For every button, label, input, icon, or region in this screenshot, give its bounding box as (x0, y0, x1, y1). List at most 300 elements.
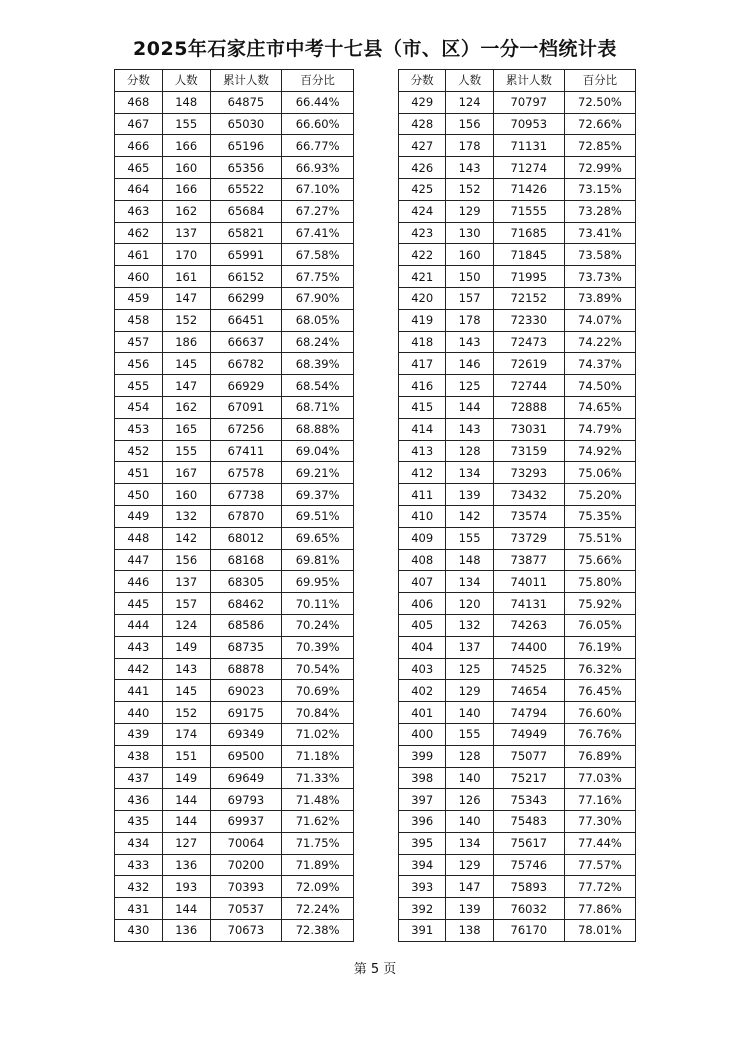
table-row (115, 200, 354, 222)
cell-percent: 69.95% (282, 571, 354, 593)
table-row (399, 200, 636, 222)
cell-cumulative: 66637 (210, 331, 282, 353)
cell-count: 155 (162, 113, 210, 135)
cell-percent: 74.07% (564, 309, 635, 331)
cell-cumulative: 72330 (493, 309, 564, 331)
cell-percent: 70.84% (282, 702, 354, 724)
cell-cumulative: 72888 (493, 396, 564, 418)
page-number: 第 5 页 (353, 962, 397, 977)
cell-score: 416 (399, 375, 446, 397)
cell-count: 144 (162, 898, 210, 920)
cell-score: 426 (399, 157, 446, 179)
cell-percent: 77.72% (564, 876, 635, 898)
cell-count: 138 (446, 920, 493, 942)
table-row (115, 680, 354, 702)
cell-score: 456 (115, 353, 163, 375)
cell-cumulative: 73574 (493, 505, 564, 527)
cell-count: 160 (162, 484, 210, 506)
cell-count: 140 (446, 811, 493, 833)
column-header-score: 分数 (115, 70, 163, 92)
cell-percent: 74.79% (564, 418, 635, 440)
cell-percent: 72.24% (282, 898, 354, 920)
table-row (115, 854, 354, 876)
cell-count: 120 (446, 593, 493, 615)
cell-count: 143 (446, 418, 493, 440)
cell-cumulative: 68735 (210, 636, 282, 658)
cell-percent: 71.62% (282, 811, 354, 833)
cell-cumulative: 65356 (210, 157, 282, 179)
cell-percent: 67.10% (282, 178, 354, 200)
cell-percent: 74.92% (564, 440, 635, 462)
cell-percent: 72.85% (564, 135, 635, 157)
cell-count: 157 (162, 593, 210, 615)
cell-count: 144 (162, 789, 210, 811)
cell-score: 455 (115, 375, 163, 397)
cell-percent: 73.73% (564, 266, 635, 288)
cell-count: 156 (446, 113, 493, 135)
column-header-cumulative: 累计人数 (210, 70, 282, 92)
cell-percent: 72.38% (282, 920, 354, 942)
cell-cumulative: 74654 (493, 680, 564, 702)
cell-percent: 75.66% (564, 549, 635, 571)
cell-score: 442 (115, 658, 163, 680)
table-row (399, 440, 636, 462)
cell-cumulative: 68586 (210, 614, 282, 636)
cell-count: 145 (162, 680, 210, 702)
cell-cumulative: 75893 (493, 876, 564, 898)
cell-count: 134 (446, 832, 493, 854)
cell-score: 421 (399, 266, 446, 288)
cell-count: 150 (446, 266, 493, 288)
table-row (399, 266, 636, 288)
cell-score: 465 (115, 157, 163, 179)
cell-score: 427 (399, 135, 446, 157)
cell-percent: 76.32% (564, 658, 635, 680)
cell-cumulative: 74794 (493, 702, 564, 724)
cell-percent: 72.66% (564, 113, 635, 135)
cell-score: 394 (399, 854, 446, 876)
cell-count: 140 (446, 767, 493, 789)
cell-count: 144 (446, 396, 493, 418)
cell-cumulative: 68168 (210, 549, 282, 571)
cell-cumulative: 66152 (210, 266, 282, 288)
cell-count: 147 (162, 375, 210, 397)
cell-count: 145 (162, 353, 210, 375)
cell-cumulative: 68878 (210, 658, 282, 680)
table-row (399, 745, 636, 767)
table-row (115, 418, 354, 440)
cell-cumulative: 69649 (210, 767, 282, 789)
table-row (115, 832, 354, 854)
cell-score: 457 (115, 331, 163, 353)
cell-score: 437 (115, 767, 163, 789)
cell-score: 401 (399, 702, 446, 724)
table-row (399, 375, 636, 397)
cell-count: 162 (162, 200, 210, 222)
cell-cumulative: 70064 (210, 832, 282, 854)
cell-count: 167 (162, 462, 210, 484)
cell-percent: 72.99% (564, 157, 635, 179)
cell-count: 137 (446, 636, 493, 658)
cell-score: 460 (115, 266, 163, 288)
cell-score: 454 (115, 396, 163, 418)
cell-count: 136 (162, 920, 210, 942)
cell-percent: 72.50% (564, 91, 635, 113)
cell-score: 430 (115, 920, 163, 942)
cell-score: 403 (399, 658, 446, 680)
cell-count: 134 (446, 462, 493, 484)
cell-percent: 66.77% (282, 135, 354, 157)
cell-cumulative: 66299 (210, 287, 282, 309)
column-header-count: 人数 (446, 70, 493, 92)
table-row (399, 91, 636, 113)
table-row (115, 135, 354, 157)
table-row (399, 244, 636, 266)
cell-score: 404 (399, 636, 446, 658)
cell-cumulative: 75217 (493, 767, 564, 789)
cell-cumulative: 69175 (210, 702, 282, 724)
table-row (115, 462, 354, 484)
cell-cumulative: 74525 (493, 658, 564, 680)
cell-percent: 77.57% (564, 854, 635, 876)
cell-percent: 67.41% (282, 222, 354, 244)
cell-count: 139 (446, 898, 493, 920)
cell-score: 435 (115, 811, 163, 833)
table-row (399, 462, 636, 484)
table-row (399, 309, 636, 331)
cell-count: 186 (162, 331, 210, 353)
cell-count: 146 (446, 353, 493, 375)
cell-count: 129 (446, 854, 493, 876)
cell-cumulative: 75746 (493, 854, 564, 876)
cell-percent: 67.58% (282, 244, 354, 266)
cell-cumulative: 70953 (493, 113, 564, 135)
cell-score: 391 (399, 920, 446, 942)
cell-percent: 76.05% (564, 614, 635, 636)
cell-cumulative: 70797 (493, 91, 564, 113)
cell-score: 450 (115, 484, 163, 506)
cell-percent: 66.93% (282, 157, 354, 179)
table-row (115, 396, 354, 418)
cell-percent: 77.03% (564, 767, 635, 789)
cell-percent: 71.33% (282, 767, 354, 789)
cell-score: 423 (399, 222, 446, 244)
score-table-left (114, 69, 354, 942)
cell-cumulative: 65821 (210, 222, 282, 244)
cell-score: 424 (399, 200, 446, 222)
cell-percent: 70.24% (282, 614, 354, 636)
table-row (399, 636, 636, 658)
cell-cumulative: 71131 (493, 135, 564, 157)
cell-score: 461 (115, 244, 163, 266)
cell-percent: 77.86% (564, 898, 635, 920)
cell-percent: 71.02% (282, 723, 354, 745)
cell-cumulative: 68012 (210, 527, 282, 549)
cell-score: 428 (399, 113, 446, 135)
table-row (399, 113, 636, 135)
cell-cumulative: 65991 (210, 244, 282, 266)
cell-percent: 66.60% (282, 113, 354, 135)
table-row (399, 505, 636, 527)
table-row (399, 331, 636, 353)
cell-count: 134 (446, 571, 493, 593)
cell-percent: 71.18% (282, 745, 354, 767)
cell-cumulative: 71685 (493, 222, 564, 244)
cell-percent: 70.54% (282, 658, 354, 680)
cell-percent: 68.54% (282, 375, 354, 397)
cell-count: 147 (446, 876, 493, 898)
cell-percent: 68.39% (282, 353, 354, 375)
column-header-score: 分数 (399, 70, 446, 92)
cell-count: 126 (446, 789, 493, 811)
cell-percent: 75.51% (564, 527, 635, 549)
cell-cumulative: 69937 (210, 811, 282, 833)
cell-cumulative: 69793 (210, 789, 282, 811)
cell-score: 407 (399, 571, 446, 593)
cell-count: 174 (162, 723, 210, 745)
cell-score: 415 (399, 396, 446, 418)
cell-score: 413 (399, 440, 446, 462)
cell-percent: 69.21% (282, 462, 354, 484)
cell-score: 414 (399, 418, 446, 440)
cell-cumulative: 66929 (210, 375, 282, 397)
table-row (115, 266, 354, 288)
table-row (399, 811, 636, 833)
table-row (115, 745, 354, 767)
cell-percent: 70.69% (282, 680, 354, 702)
cell-cumulative: 75617 (493, 832, 564, 854)
cell-cumulative: 68462 (210, 593, 282, 615)
cell-count: 148 (162, 91, 210, 113)
cell-percent: 76.60% (564, 702, 635, 724)
cell-score: 468 (115, 91, 163, 113)
cell-percent: 76.89% (564, 745, 635, 767)
cell-score: 444 (115, 614, 163, 636)
table-row (399, 723, 636, 745)
cell-count: 149 (162, 767, 210, 789)
cell-percent: 68.24% (282, 331, 354, 353)
table-row (115, 811, 354, 833)
cell-count: 166 (162, 135, 210, 157)
table-row (399, 484, 636, 506)
table-row (115, 222, 354, 244)
cell-percent: 75.35% (564, 505, 635, 527)
cell-count: 152 (446, 178, 493, 200)
cell-score: 417 (399, 353, 446, 375)
table-row (399, 789, 636, 811)
cell-count: 130 (446, 222, 493, 244)
table-row (115, 789, 354, 811)
cell-count: 142 (162, 527, 210, 549)
cell-percent: 77.16% (564, 789, 635, 811)
table-row (399, 658, 636, 680)
cell-percent: 70.11% (282, 593, 354, 615)
cell-percent: 68.71% (282, 396, 354, 418)
cell-percent: 73.15% (564, 178, 635, 200)
cell-count: 160 (446, 244, 493, 266)
cell-count: 137 (162, 222, 210, 244)
cell-cumulative: 72152 (493, 287, 564, 309)
column-header-percent: 百分比 (282, 70, 354, 92)
cell-cumulative: 75483 (493, 811, 564, 833)
cell-cumulative: 70537 (210, 898, 282, 920)
table-row (115, 178, 354, 200)
cell-score: 441 (115, 680, 163, 702)
table-row (399, 854, 636, 876)
cell-cumulative: 65196 (210, 135, 282, 157)
cell-cumulative: 66451 (210, 309, 282, 331)
cell-cumulative: 71555 (493, 200, 564, 222)
cell-cumulative: 76170 (493, 920, 564, 942)
table-row (399, 527, 636, 549)
table-row (399, 614, 636, 636)
cell-count: 147 (162, 287, 210, 309)
cell-percent: 68.88% (282, 418, 354, 440)
cell-percent: 67.27% (282, 200, 354, 222)
cell-count: 129 (446, 200, 493, 222)
cell-cumulative: 73432 (493, 484, 564, 506)
cell-cumulative: 70200 (210, 854, 282, 876)
table-row (399, 702, 636, 724)
cell-score: 434 (115, 832, 163, 854)
cell-percent: 70.39% (282, 636, 354, 658)
table-row (399, 593, 636, 615)
cell-count: 157 (446, 287, 493, 309)
table-row (115, 484, 354, 506)
cell-count: 143 (446, 331, 493, 353)
table-row (115, 767, 354, 789)
cell-cumulative: 73159 (493, 440, 564, 462)
table-header-row (399, 70, 636, 92)
cell-score: 467 (115, 113, 163, 135)
cell-cumulative: 66782 (210, 353, 282, 375)
cell-cumulative: 67091 (210, 396, 282, 418)
cell-count: 178 (446, 135, 493, 157)
cell-percent: 69.51% (282, 505, 354, 527)
cell-percent: 69.65% (282, 527, 354, 549)
cell-score: 425 (399, 178, 446, 200)
cell-count: 128 (446, 440, 493, 462)
table-row (115, 440, 354, 462)
score-table-right (398, 69, 636, 942)
cell-percent: 68.05% (282, 309, 354, 331)
cell-score: 462 (115, 222, 163, 244)
cell-cumulative: 74400 (493, 636, 564, 658)
cell-percent: 71.89% (282, 854, 354, 876)
table-row (115, 353, 354, 375)
cell-percent: 71.75% (282, 832, 354, 854)
cell-cumulative: 75077 (493, 745, 564, 767)
table-row (115, 309, 354, 331)
cell-cumulative: 71426 (493, 178, 564, 200)
cell-score: 447 (115, 549, 163, 571)
cell-count: 162 (162, 396, 210, 418)
cell-score: 399 (399, 745, 446, 767)
table-row (115, 614, 354, 636)
cell-cumulative: 67578 (210, 462, 282, 484)
cell-count: 124 (162, 614, 210, 636)
table-row (399, 920, 636, 942)
cell-count: 165 (162, 418, 210, 440)
cell-cumulative: 70673 (210, 920, 282, 942)
cell-count: 160 (162, 157, 210, 179)
cell-percent: 74.37% (564, 353, 635, 375)
cell-cumulative: 69023 (210, 680, 282, 702)
cell-score: 419 (399, 309, 446, 331)
cell-percent: 66.44% (282, 91, 354, 113)
table-row (399, 898, 636, 920)
cell-score: 466 (115, 135, 163, 157)
cell-cumulative: 71845 (493, 244, 564, 266)
cell-percent: 75.80% (564, 571, 635, 593)
cell-count: 148 (446, 549, 493, 571)
table-row (115, 244, 354, 266)
cell-percent: 77.44% (564, 832, 635, 854)
cell-percent: 77.30% (564, 811, 635, 833)
cell-cumulative: 76032 (493, 898, 564, 920)
cell-percent: 76.76% (564, 723, 635, 745)
cell-score: 412 (399, 462, 446, 484)
cell-count: 125 (446, 658, 493, 680)
table-row (399, 767, 636, 789)
cell-count: 149 (162, 636, 210, 658)
cell-score: 397 (399, 789, 446, 811)
cell-cumulative: 73031 (493, 418, 564, 440)
cell-cumulative: 69349 (210, 723, 282, 745)
cell-score: 410 (399, 505, 446, 527)
table-row (399, 157, 636, 179)
cell-score: 395 (399, 832, 446, 854)
cell-cumulative: 68305 (210, 571, 282, 593)
cell-percent: 71.48% (282, 789, 354, 811)
cell-score: 400 (399, 723, 446, 745)
cell-count: 142 (446, 505, 493, 527)
cell-score: 429 (399, 91, 446, 113)
table-row (399, 222, 636, 244)
table-row (115, 702, 354, 724)
cell-percent: 76.19% (564, 636, 635, 658)
table-row (115, 658, 354, 680)
cell-score: 453 (115, 418, 163, 440)
cell-percent: 74.22% (564, 331, 635, 353)
cell-percent: 67.90% (282, 287, 354, 309)
table-row (115, 593, 354, 615)
cell-cumulative: 71274 (493, 157, 564, 179)
cell-cumulative: 65684 (210, 200, 282, 222)
cell-score: 418 (399, 331, 446, 353)
cell-count: 143 (162, 658, 210, 680)
cell-count: 144 (162, 811, 210, 833)
cell-count: 156 (162, 549, 210, 571)
cell-score: 463 (115, 200, 163, 222)
table-row (399, 135, 636, 157)
cell-count: 127 (162, 832, 210, 854)
cell-count: 161 (162, 266, 210, 288)
table-row (399, 287, 636, 309)
table-row (115, 571, 354, 593)
cell-percent: 78.01% (564, 920, 635, 942)
cell-score: 464 (115, 178, 163, 200)
cell-percent: 73.28% (564, 200, 635, 222)
cell-score: 439 (115, 723, 163, 745)
table-row (399, 571, 636, 593)
cell-score: 422 (399, 244, 446, 266)
cell-percent: 75.92% (564, 593, 635, 615)
cell-cumulative: 73729 (493, 527, 564, 549)
cell-score: 411 (399, 484, 446, 506)
cell-score: 408 (399, 549, 446, 571)
table-row (115, 636, 354, 658)
